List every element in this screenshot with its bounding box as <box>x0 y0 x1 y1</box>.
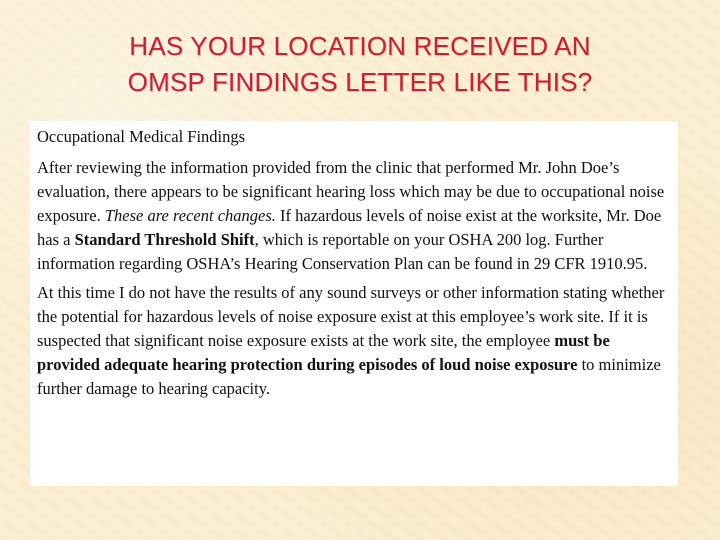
paragraph-2-bold-requirement: must be provided adequate hearing protection during episodes of loud noise exposure <box>37 331 610 374</box>
letter-heading: Occupational Medical Findings <box>37 127 246 146</box>
findings-letter <box>30 121 678 486</box>
slide-title <box>0 28 720 100</box>
paragraph-1-text-2: If hazardous levels of noise exist at the worksite, Mr. Doe has a <box>37 206 662 249</box>
paragraph-2-text-1: At this time I do not have the results of any sound surveys or other information stating whether the potential for hazardous levels of noise exposure exist at this employee’s work site. If it is suspected that significant noise exposure exists at the work site, the employee <box>37 283 665 350</box>
paragraph-1-text-1: After reviewing the information provided from the clinic that performed Mr. John Doe’s evaluation, there appears to be significant hearing loss which may be due to occupational noise exposure. <box>37 158 665 225</box>
letter-paragraph-1 <box>37 156 670 276</box>
paragraph-1-bold-term: Standard Threshold Shift <box>74 230 255 249</box>
slide-title-line-1: HAS YOUR LOCATION RECEIVED AN <box>129 31 591 61</box>
slide-title-line-2: OMSP FINDINGS LETTER LIKE THIS? <box>127 67 593 97</box>
paragraph-1-italic-note: These are recent changes. <box>104 206 276 225</box>
paragraph-2-text-2: to minimize further damage to hearing capacity. <box>37 355 661 398</box>
letter-paragraph-2 <box>37 281 670 401</box>
paragraph-1-text-3: , which is reportable on your OSHA 200 log. Further information regarding OSHA’s Hearing Conservation Plan can be found in 29 CFR 1910.95. <box>37 230 648 273</box>
